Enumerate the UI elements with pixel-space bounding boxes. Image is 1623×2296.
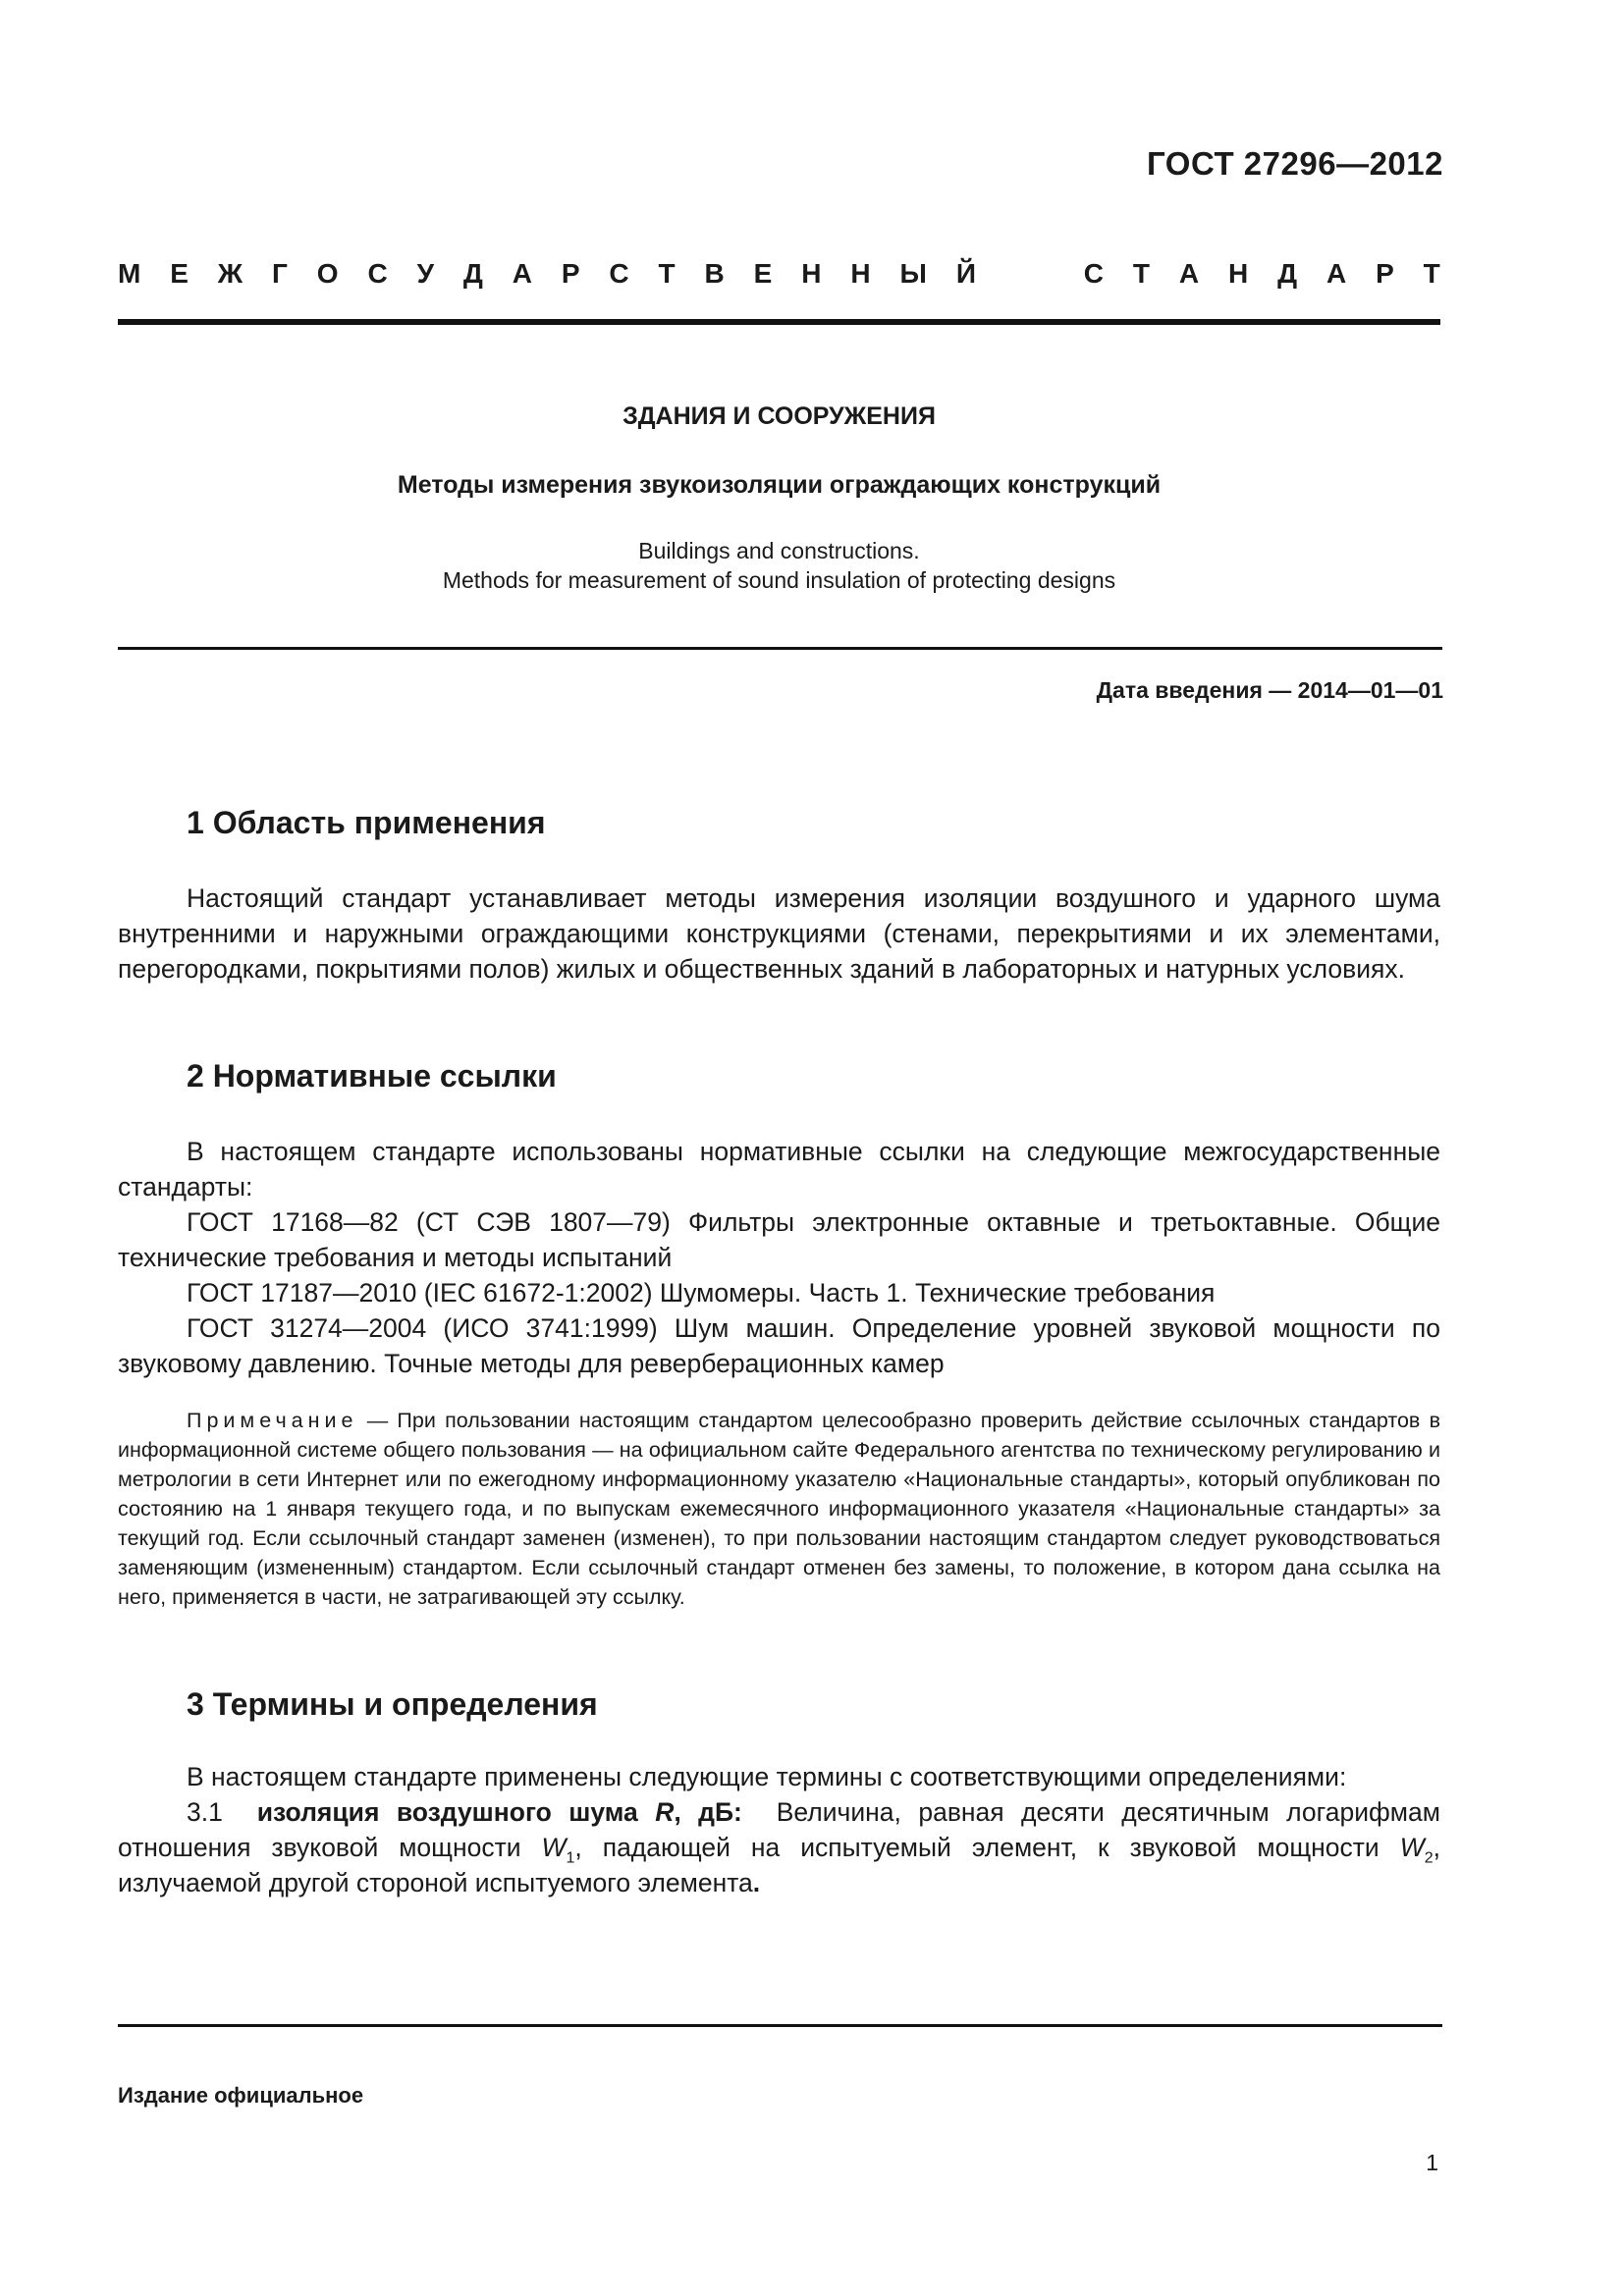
paragraph: Настоящий стандарт устанавливает методы измерения изоляции воздушного и ударного шума внутренними и наружными ограждающими конструкциями (стенами, перекрытиями и их элементами, перегородками, покрытиями полов) жилых и общественных зданий в лабораторных и натурных условиях.: [118, 883, 1440, 984]
document-subtitle: Методы измерения звукоизоляции ограждающих конструкций: [397, 471, 1162, 499]
section-heading-references: 2 Нормативные ссылки: [187, 1058, 557, 1094]
banner-letter: Н: [801, 258, 822, 289]
references-note: [118, 1406, 1440, 1612]
official-edition-label: Издание официальное: [118, 2083, 364, 2108]
page-number: 1: [1426, 2150, 1438, 2175]
banner-letter: С: [1083, 258, 1104, 289]
banner-letter: М: [118, 258, 141, 289]
footer-divider: [118, 2024, 1442, 2027]
reference-item: ГОСТ 31274—2004 (ИСО 3741:1999) Шум машин. Определение уровней звуковой мощности по звуковому давлению. Точные методы для реверберационных камер: [118, 1313, 1440, 1378]
symbol-w1: W: [541, 1833, 567, 1862]
section-scope-body: [118, 881, 1440, 987]
note-label: Примечание: [187, 1409, 358, 1432]
banner-letter: Т: [658, 258, 676, 289]
paragraph: В настоящем стандарте использованы нормативные ссылки на следующие межгосударственные стандарты:: [118, 1137, 1440, 1201]
definition-end: .: [752, 1868, 761, 1897]
banner-letter: Т: [1132, 258, 1150, 289]
term-definition: [118, 1794, 1440, 1900]
section-heading-scope: 1 Область применения: [187, 805, 546, 840]
definition-text: , излучаемой другой стороной испытуемого элемента: [118, 1833, 1440, 1897]
term-name: изоляция воздушного шума: [256, 1797, 638, 1827]
banner-letter: Н: [1227, 258, 1249, 289]
banner-letter: Н: [850, 258, 871, 289]
note-paragraph: [118, 1406, 1440, 1612]
note-text: — При пользовании настоящим стандартом целесообразно проверить действие ссылочных стандартов в информационной системе общего пользования — на официальном сайте Федерального агентства по техническому регулированию и метрологии в сети Интернет или по ежегодному информационному указателю «Национальные стандарты», который опубликован по состоянию на 1 января текущего года, и по выпускам ежемесячного информационного указателя «Национальные стандарты» за текущий год. Если ссылочный стандарт заменен (изменен), то при пользовании настоящим стандартом следует руководствоваться заменяющим (измененным) стандартом. Если ссылочный стандарт отменен без замены, то положение, в котором дана ссылка на него, применяется в части, не затрагивающей эту ссылку.: [118, 1409, 1440, 1609]
subscript-1: 1: [566, 1849, 575, 1867]
banner-letter: А: [1178, 258, 1200, 289]
banner-letter: С: [367, 258, 388, 289]
paragraph: В настоящем стандарте применены следующие термины с соответствующими определениями:: [187, 1762, 1347, 1791]
definition-text: , падающей на испытуемый элемент, к звуковой мощности: [574, 1833, 1400, 1862]
term-symbol: R: [655, 1797, 675, 1827]
banner-letter: Ы: [899, 258, 927, 289]
reference-item: ГОСТ 17187—2010 (IEC 61672-1:2002) Шумомеры. Часть 1. Технические требования: [187, 1278, 1216, 1308]
subscript-2: 2: [1424, 1849, 1434, 1867]
term-number: 3.1: [187, 1797, 223, 1827]
banner-letter: У: [416, 258, 434, 289]
banner-letter: Т: [1423, 258, 1440, 289]
banner-letter: Д: [1277, 258, 1298, 289]
section-references-body: [118, 1134, 1440, 1381]
symbol-w2: W: [1399, 1833, 1425, 1862]
gost-number: ГОСТ 27296—2012: [1147, 145, 1443, 182]
banner-letter: С: [609, 258, 629, 289]
banner-letter: Е: [753, 258, 773, 289]
banner-letter: Е: [170, 258, 189, 289]
interstate-standard-banner: [118, 258, 1440, 290]
definition-text: Величина, равная десяти десятичным логарифмам отношения звуковой мощности: [118, 1797, 1440, 1862]
section-terms-body: [118, 1759, 1440, 1900]
banner-letter: Г: [272, 258, 288, 289]
banner-letter: Р: [561, 258, 580, 289]
banner-letter: А: [512, 258, 532, 289]
banner-letter: Р: [1376, 258, 1394, 289]
banner-letter: Й: [955, 258, 976, 289]
english-title-line2: Methods for measurement of sound insulation of protecting designs: [442, 567, 1116, 593]
banner-letter: В: [704, 258, 725, 289]
reference-item: ГОСТ 17168—82 (СТ СЭВ 1807—79) Фильтры электронные октавные и третьоктавные. Общие технические требования и методы испытаний: [118, 1207, 1440, 1272]
term-unit: , дБ:: [674, 1797, 742, 1827]
section-heading-terms: 3 Термины и определения: [187, 1686, 598, 1722]
banner-letter: А: [1325, 258, 1347, 289]
banner-letter: Ж: [217, 258, 243, 289]
banner-letter: О: [316, 258, 339, 289]
introduction-date: Дата введения — 2014—01—01: [1096, 677, 1443, 703]
title-divider: [118, 647, 1442, 650]
banner-word-gap: [1005, 258, 1055, 290]
header-divider: [118, 319, 1440, 325]
banner-letter: Д: [462, 258, 483, 289]
document-title: ЗДАНИЯ И СООРУЖЕНИЯ: [622, 402, 936, 430]
english-title-line1: Buildings and constructions.: [638, 538, 920, 563]
